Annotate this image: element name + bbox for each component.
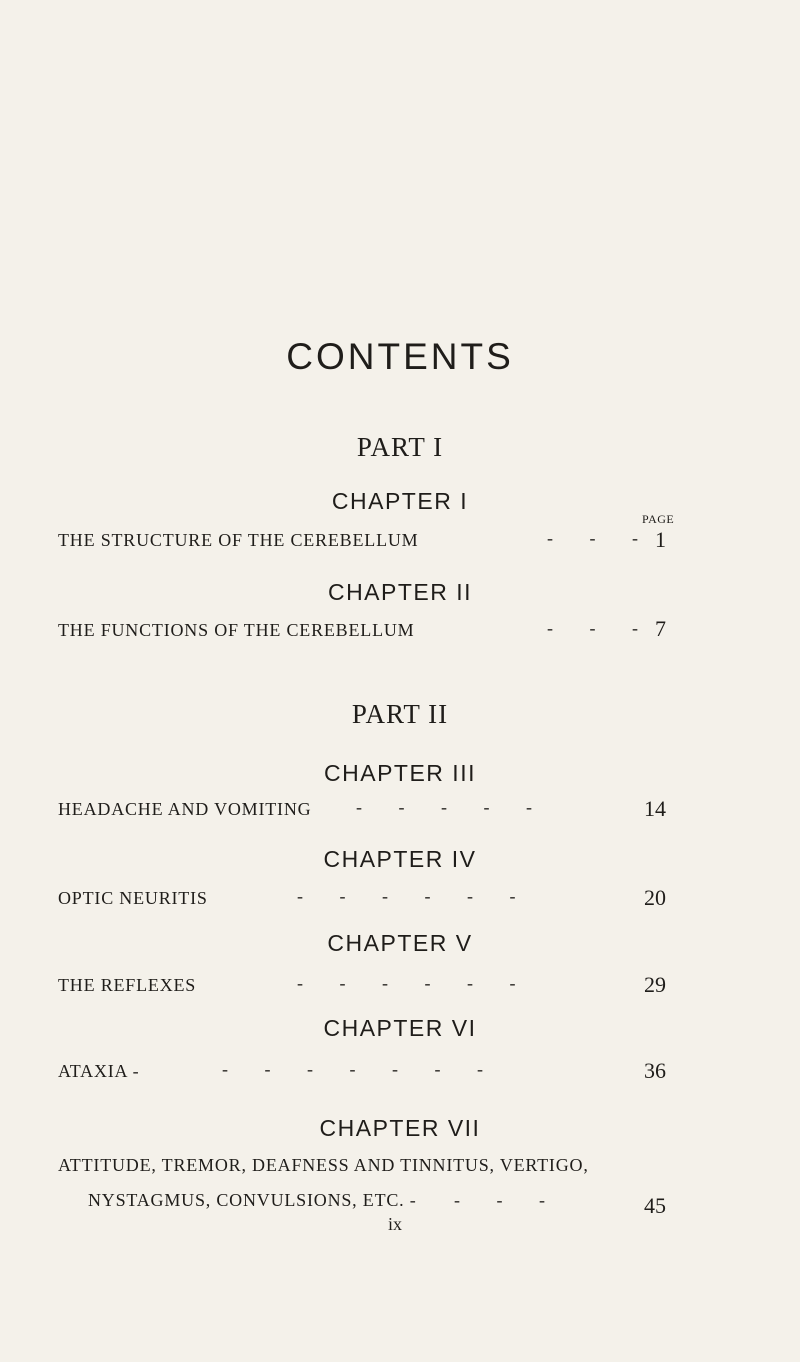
leader-dashes-2: - - -: [547, 618, 638, 638]
page-number-1: 1: [655, 527, 666, 552]
leader-dashes-5: - - - - - -: [297, 973, 516, 993]
page-number-2: 7: [655, 616, 666, 641]
leader-dashes-7: - - -: [454, 1190, 545, 1210]
chapter-title-3: HEADACHE AND VOMITING: [58, 799, 312, 819]
chapter-heading-1: CHAPTER I: [331, 488, 469, 514]
leader-dashes-6: - - - - - - -: [222, 1059, 483, 1079]
chapter-title-6: ATAXIA -: [58, 1061, 140, 1081]
page-column-header: PAGE: [642, 512, 675, 526]
chapter-heading-6: CHAPTER VI: [323, 1015, 477, 1041]
leader-dashes-1: - - -: [547, 528, 638, 548]
folio-number: ix: [388, 1214, 403, 1234]
part-heading-2: PART II: [351, 699, 449, 729]
chapter-title-7: ATTITUDE, TREMOR, DEAFNESS AND TINNITUS, VERTIGO,: [58, 1155, 589, 1175]
leader-dashes-4: - - - - - -: [297, 886, 516, 906]
part-heading-1: PART I: [356, 432, 444, 462]
chapter-heading-3: CHAPTER III: [324, 760, 476, 786]
leader-dashes-3: - - - - -: [356, 797, 532, 817]
chapter-title-1: THE STRUCTURE OF THE CEREBELLUM: [58, 530, 419, 550]
chapter-title-4: OPTIC NEURITIS: [58, 888, 208, 908]
page-number-4: 20: [644, 885, 666, 910]
chapter-heading-5: CHAPTER V: [327, 930, 473, 956]
chapter-title-2: THE FUNCTIONS OF THE CEREBELLUM: [58, 620, 415, 640]
page-number-7: 45: [644, 1193, 666, 1218]
chapter-title-5: THE REFLEXES: [58, 975, 197, 995]
page-number-3: 14: [644, 796, 666, 821]
page-number-6: 36: [644, 1058, 666, 1083]
page-title: CONTENTS: [286, 336, 514, 377]
chapter-title-7-continued: NYSTAGMUS, CONVULSIONS, ETC. -: [88, 1190, 417, 1210]
chapter-heading-2: CHAPTER II: [327, 579, 473, 605]
chapter-heading-7: CHAPTER VII: [319, 1115, 481, 1141]
chapter-heading-4: CHAPTER IV: [323, 846, 477, 872]
page-number-5: 29: [644, 972, 666, 997]
